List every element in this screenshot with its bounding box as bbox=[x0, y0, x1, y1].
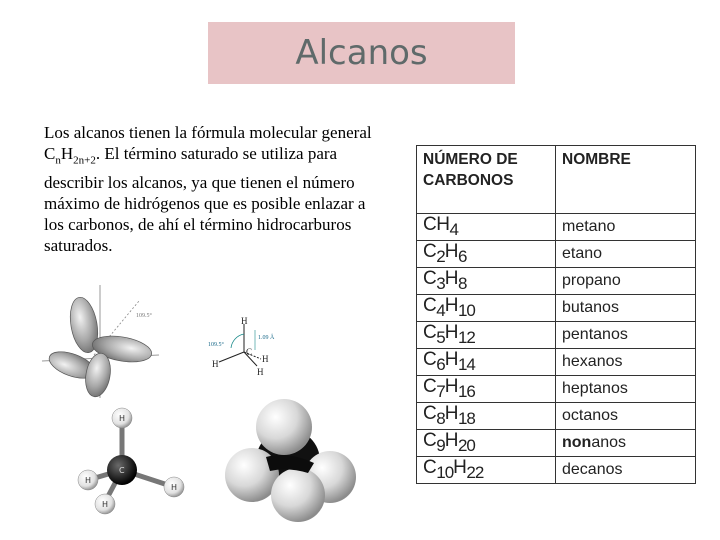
formula-h-count: 16 bbox=[457, 382, 475, 401]
formula-h-count: 20 bbox=[457, 436, 475, 455]
formula-h-count: 6 bbox=[457, 247, 467, 266]
formula-h: H bbox=[444, 268, 458, 289]
orbital-angle-label: 109.5° bbox=[136, 313, 152, 319]
alkane-name-cell bbox=[556, 457, 696, 484]
formula-c: C bbox=[423, 376, 437, 397]
ball-h-top: H bbox=[119, 414, 126, 423]
alkane-name: octanos bbox=[562, 407, 619, 424]
formula-cell bbox=[417, 376, 556, 403]
formula-c: C bbox=[423, 241, 437, 262]
table-row bbox=[417, 322, 696, 349]
formula-c: C bbox=[423, 430, 437, 451]
formula-c: C bbox=[423, 403, 437, 424]
formula-c: C bbox=[423, 322, 437, 343]
formula-h: H bbox=[436, 214, 450, 235]
alkane-name-cell bbox=[556, 241, 696, 268]
alkane-name-cell bbox=[556, 376, 696, 403]
struct-c: C bbox=[246, 347, 253, 357]
formula-cell bbox=[417, 241, 556, 268]
formula-subscript-n: n bbox=[55, 154, 61, 167]
formula-c: C bbox=[423, 268, 437, 289]
tetrahedral-structure-diagram bbox=[205, 310, 295, 380]
formula-cell bbox=[417, 457, 556, 484]
alkane-name-cell bbox=[556, 322, 696, 349]
formula-c-count: 9 bbox=[436, 436, 445, 455]
struct-h-left: H bbox=[212, 359, 219, 369]
formula-h-count: 18 bbox=[457, 409, 475, 428]
alkane-name-cell bbox=[556, 430, 696, 457]
formula-h: H bbox=[444, 376, 458, 397]
formula-c-count: 6 bbox=[436, 355, 445, 374]
sp3-orbital-diagram bbox=[34, 283, 174, 403]
formula-h: H bbox=[60, 144, 74, 164]
struct-bond-label: 1.09 Å bbox=[258, 335, 275, 341]
alkane-name-cell bbox=[556, 268, 696, 295]
formula-cell bbox=[417, 295, 556, 322]
formula-h-count: 8 bbox=[457, 274, 467, 293]
formula-h: H bbox=[444, 349, 458, 370]
ball-h-right: H bbox=[171, 483, 178, 492]
table-row bbox=[417, 295, 696, 322]
formula-h-count: 10 bbox=[457, 301, 475, 320]
table-row bbox=[417, 349, 696, 376]
alkane-name-cell bbox=[556, 349, 696, 376]
struct-h-right: H bbox=[262, 354, 269, 364]
formula-h: H bbox=[444, 403, 458, 424]
paragraph-text-before: Los alcanos tienen la fórmula molecular general C bbox=[44, 123, 372, 164]
table-row bbox=[417, 457, 696, 484]
formula-c-count: 4 bbox=[436, 301, 445, 320]
formula-h: H bbox=[453, 457, 467, 478]
alkane-name-bold: non bbox=[562, 434, 592, 451]
space-filling-model bbox=[222, 395, 362, 525]
alkane-name: pentanos bbox=[562, 326, 628, 343]
table-row bbox=[417, 430, 696, 457]
struct-h-top: H bbox=[241, 316, 248, 326]
formula-c-count: 2 bbox=[436, 247, 445, 266]
ball-h-bottom: H bbox=[102, 500, 109, 509]
table-body bbox=[417, 214, 696, 484]
formula-c: C bbox=[423, 214, 437, 235]
formula-cell bbox=[417, 430, 556, 457]
formula-c: C bbox=[423, 457, 437, 478]
description-paragraph bbox=[44, 122, 374, 257]
formula-h: H bbox=[444, 430, 458, 451]
formula-cell bbox=[417, 322, 556, 349]
table-row bbox=[417, 403, 696, 430]
paragraph-text-after: . El término saturado se utiliza para describir los alcanos, ya que tienen el número máximo de hidrógenos que es posible enlazar a los carbonos, de ahí el término hidrocarburos saturados. bbox=[44, 144, 366, 256]
table-row bbox=[417, 241, 696, 268]
alkane-name-cell bbox=[556, 214, 696, 241]
alkane-name-cell bbox=[556, 403, 696, 430]
page-title: Alcanos bbox=[295, 33, 428, 73]
alkane-name: propano bbox=[562, 272, 621, 289]
formula-c-count: 8 bbox=[436, 409, 445, 428]
formula-cell bbox=[417, 268, 556, 295]
table-row bbox=[417, 214, 696, 241]
header-carbon-count: NÚMERO DE CARBONOS bbox=[417, 146, 556, 214]
ball-and-stick-model bbox=[68, 400, 198, 520]
table-header-row bbox=[417, 146, 696, 214]
formula-subscript-2n2: 2n+2 bbox=[73, 154, 96, 167]
alkane-name: decanos bbox=[562, 461, 623, 478]
struct-angle-label: 109.5° bbox=[208, 342, 224, 348]
formula-c-count: 3 bbox=[436, 274, 445, 293]
formula-h: H bbox=[444, 295, 458, 316]
struct-h-bottom: H bbox=[257, 367, 264, 377]
alkane-name-rest: anos bbox=[591, 434, 627, 451]
formula-h-count: 14 bbox=[457, 355, 475, 374]
alkane-name: etano bbox=[562, 245, 603, 262]
alkane-name: butanos bbox=[562, 299, 619, 316]
alkane-name: hexanos bbox=[562, 353, 623, 370]
formula-h: H bbox=[444, 241, 458, 262]
formula-cell bbox=[417, 214, 556, 241]
formula-cell bbox=[417, 349, 556, 376]
formula-c-count: 7 bbox=[436, 382, 445, 401]
formula-cell bbox=[417, 403, 556, 430]
ball-c: C bbox=[119, 466, 125, 475]
header-name: NOMBRE bbox=[556, 146, 696, 214]
title-banner bbox=[208, 22, 515, 84]
formula-h-count: 4 bbox=[449, 220, 458, 239]
ball-h-left: H bbox=[85, 476, 92, 485]
alkane-name-cell bbox=[556, 295, 696, 322]
formula-h: H bbox=[444, 322, 458, 343]
formula-c: C bbox=[423, 349, 437, 370]
alkanes-table bbox=[416, 145, 696, 484]
formula-c: C bbox=[423, 295, 437, 316]
formula-h-count: 22 bbox=[466, 463, 484, 482]
alkane-name: metano bbox=[562, 218, 616, 235]
formula-h-count: 12 bbox=[457, 328, 475, 347]
formula-c-count: 5 bbox=[436, 328, 445, 347]
alkane-name: heptanos bbox=[562, 380, 628, 397]
table-row bbox=[417, 376, 696, 403]
formula-c-count: 10 bbox=[436, 463, 454, 482]
table-row bbox=[417, 268, 696, 295]
